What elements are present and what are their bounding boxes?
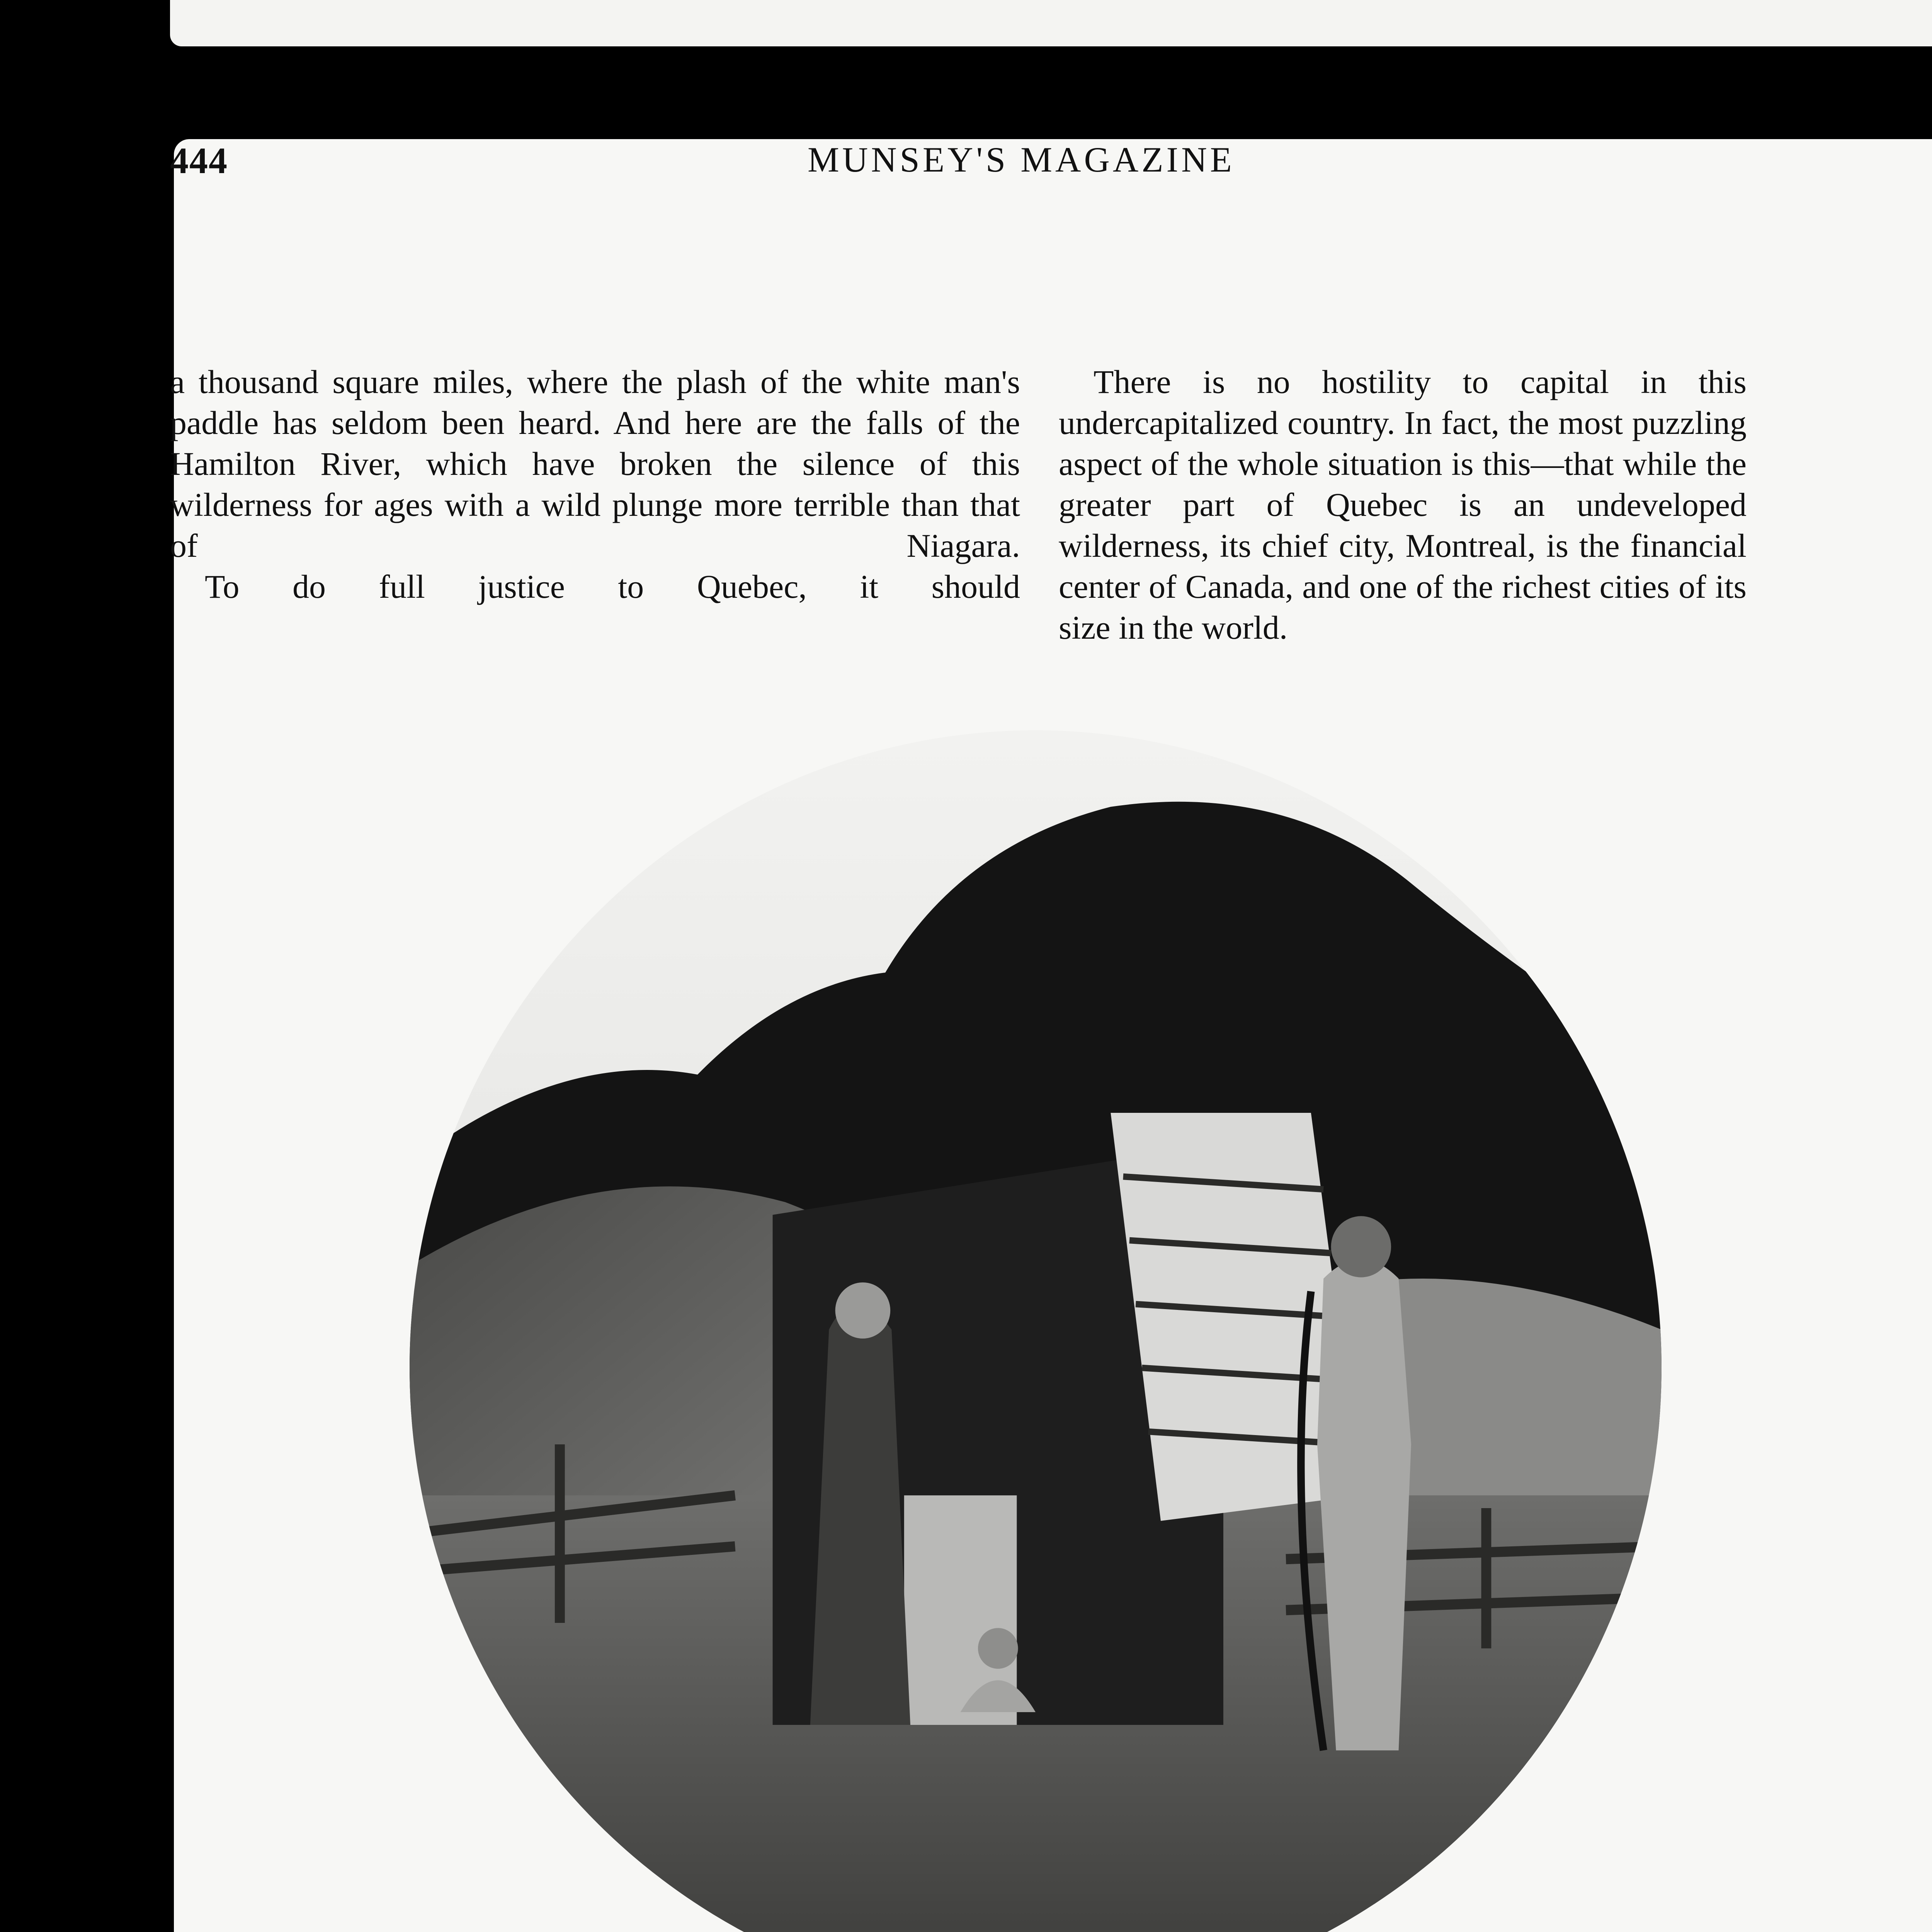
column-top-left [170, 361, 1020, 694]
page-header [170, 139, 1561, 201]
running-head: MUNSEY'S MAGAZINE [808, 140, 1235, 179]
paragraph: There is no hostility to capital in this undercapitalized country. In fact, the most puzzling aspect of the whole situation is this—that while the greater part of Quebec is an undeveloped wilderness, its chief city, Montreal, is the financial center of Canada, and one of the richest cities of its size in the world. [1059, 363, 1747, 646]
column-top-right [1059, 361, 1747, 694]
paragraph: To do full justice to Quebec, it should [205, 568, 1020, 605]
previous-page-edge [170, 0, 1932, 46]
paragraph: a thousand square miles, where the plash of the white man's paddle has seldom been heard. And here are the falls of the Hamilton River, which have broken the silence of this wilderness for ages with a wild plunge more terrible than that of Niagara. [170, 363, 1020, 564]
page-number: 444 [170, 140, 228, 181]
